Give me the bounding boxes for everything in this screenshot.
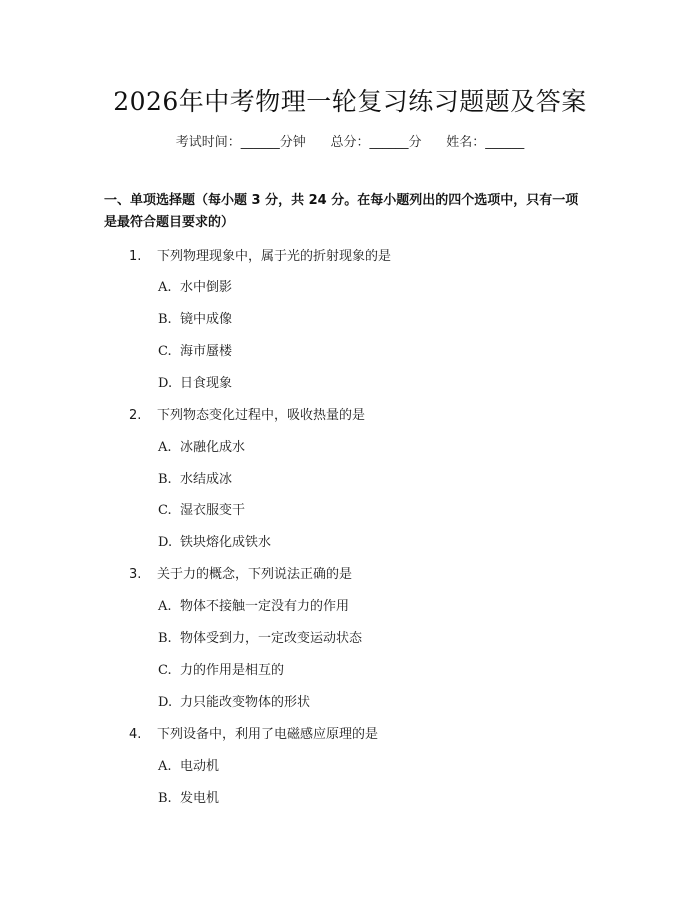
option-letter: D. — [158, 376, 173, 391]
option-letter: C. — [158, 503, 172, 518]
question-3-option-a — [158, 595, 349, 614]
question-text: 下列物理现象中，属于光的折射现象的是 — [157, 249, 392, 264]
question-1-option-c — [158, 340, 232, 359]
exam-meta-line: 考试时间：______分钟 总分：______分 姓名：______ — [175, 135, 525, 150]
option-letter: A. — [158, 599, 172, 614]
option-text: 发电机 — [180, 791, 220, 806]
question-number: 1. — [129, 249, 142, 264]
question-text: 关于力的概念，下列说法正确的是 — [157, 567, 353, 582]
question-1-option-b — [158, 308, 232, 327]
question-number: 4. — [129, 727, 142, 742]
option-letter: C. — [158, 344, 172, 359]
option-text: 冰融化成水 — [180, 440, 246, 455]
option-letter: D. — [158, 535, 173, 550]
question-2-option-c — [158, 499, 245, 518]
option-text: 水中倒影 — [180, 280, 233, 295]
question-number: 2. — [129, 408, 142, 423]
question-text: 下列设备中，利用了电磁感应原理的是 — [157, 727, 379, 742]
question-4-option-a — [158, 755, 219, 774]
option-text: 物体不接触一定没有力的作用 — [180, 599, 350, 614]
option-text: 镜中成像 — [180, 312, 233, 327]
option-letter: B. — [158, 791, 172, 806]
page-title: 2026年中考物理一轮复习练习题题及答案 — [113, 87, 587, 116]
option-letter: A. — [158, 280, 172, 295]
option-letter: C. — [158, 663, 172, 678]
question-1-option-d — [158, 372, 232, 391]
question-text: 下列物态变化过程中，吸收热量的是 — [157, 408, 366, 423]
question-4 — [129, 723, 378, 742]
question-3-option-c — [158, 659, 284, 678]
section-heading — [104, 190, 604, 234]
option-text: 日食现象 — [180, 376, 233, 391]
question-2 — [129, 404, 365, 423]
option-letter: B. — [158, 472, 172, 487]
option-text: 电动机 — [180, 759, 220, 774]
option-text: 力只能改变物体的形状 — [180, 695, 311, 710]
question-number: 3. — [129, 567, 142, 582]
option-text: 物体受到力，一定改变运动状态 — [180, 631, 363, 646]
question-1 — [129, 245, 391, 264]
question-3-option-b — [158, 627, 362, 646]
question-3 — [129, 563, 352, 582]
section-heading-line-1: 一、单项选择题（每小题 3 分，共 24 分。在每小题列出的四个选项中，只有一项 — [104, 193, 579, 208]
option-text: 铁块熔化成铁水 — [180, 535, 272, 550]
question-1-option-a — [158, 276, 232, 295]
option-text: 湿衣服变干 — [180, 503, 246, 518]
question-2-option-a — [158, 436, 245, 455]
option-letter: B. — [158, 312, 172, 327]
question-3-option-d — [158, 691, 310, 710]
option-letter: A. — [158, 440, 172, 455]
option-text: 力的作用是相互的 — [180, 663, 285, 678]
option-text: 海市蜃楼 — [180, 344, 233, 359]
option-letter: D. — [158, 695, 173, 710]
section-heading-line-2: 是最符合题目要求的） — [104, 215, 235, 230]
option-letter: B. — [158, 631, 172, 646]
option-letter: A. — [158, 759, 172, 774]
option-text: 水结成冰 — [180, 472, 233, 487]
question-2-option-b — [158, 468, 232, 487]
question-4-option-b — [158, 787, 219, 806]
question-2-option-d — [158, 531, 271, 550]
